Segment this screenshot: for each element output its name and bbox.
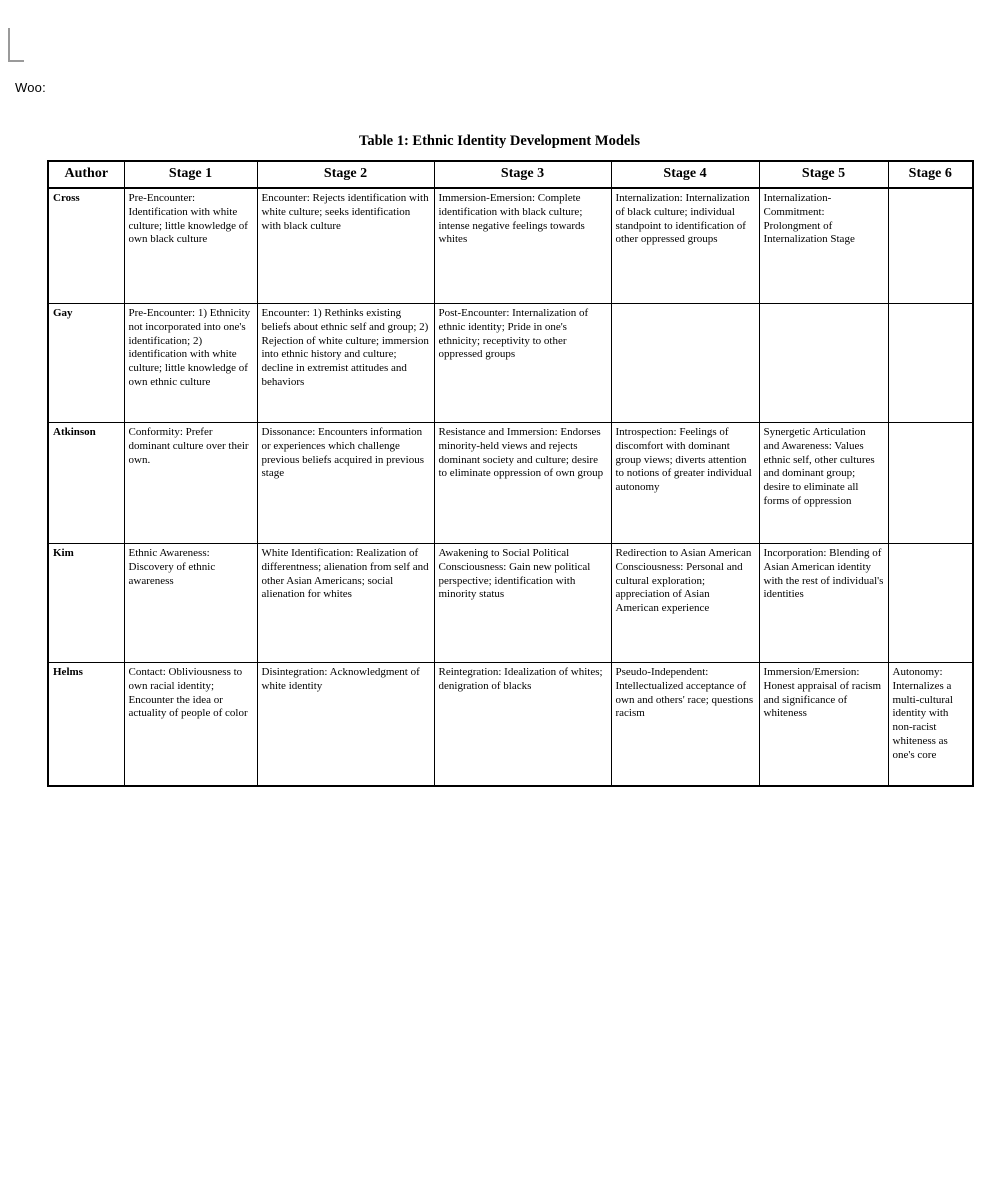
cell-stage-5: Incorporation: Blending of Asian American identity with the rest of individual's identities <box>759 544 888 663</box>
cell-stage-3: Reintegration: Idealization of whites; denigration of blacks <box>434 663 611 787</box>
cell-stage-6: Autonomy: Internalizes a multi-cultural identity with non-racist whiteness as one's core <box>888 663 973 787</box>
cell-stage-4: Pseudo-Independent: Intellectualized acceptance of own and others' race; questions racism <box>611 663 759 787</box>
cell-stage-2: Disintegration: Acknowledgment of white identity <box>257 663 434 787</box>
cell-stage-4: Internalization: Internalization of black culture; individual standpoint to identification of other oppressed groups <box>611 188 759 304</box>
cell-stage-2: Encounter: 1) Rethinks existing beliefs about ethnic self and group; 2) Rejection of white culture; immersion into ethnic history and culture; decline in extremist attitudes and behaviors <box>257 304 434 423</box>
cell-stage-6 <box>888 423 973 544</box>
cell-stage-3: Immersion-Emersion: Complete identification with black culture; intense negative feelings towards whites <box>434 188 611 304</box>
cell-author: Kim <box>48 544 124 663</box>
cell-stage-1: Conformity: Prefer dominant culture over their own. <box>124 423 257 544</box>
table-row <box>48 188 973 304</box>
table-row <box>48 663 973 787</box>
column-header-stage-1: Stage 1 <box>124 161 257 188</box>
cell-stage-1: Pre-Encounter: 1) Ethnicity not incorporated into one's identification; 2) identification with white culture; little knowledge of own ethnic culture <box>124 304 257 423</box>
ethnic-identity-models-table <box>47 160 974 787</box>
cell-stage-4: Introspection: Feelings of discomfort with dominant group views; diverts attention to notions of greater individual autonomy <box>611 423 759 544</box>
cell-stage-4: Redirection to Asian American Consciousness: Personal and cultural exploration; appreciation of Asian American experience <box>611 544 759 663</box>
column-header-stage-6: Stage 6 <box>888 161 973 188</box>
table-title: Table 1: Ethnic Identity Development Models <box>358 133 640 149</box>
cell-stage-5: Internalization-Commitment: Prolongment of Internalization Stage <box>759 188 888 304</box>
column-header-stage-3: Stage 3 <box>434 161 611 188</box>
cell-author: Cross <box>48 188 124 304</box>
cell-stage-2: Encounter: Rejects identification with white culture; seeks identification with black culture <box>257 188 434 304</box>
cell-stage-5: Synergetic Articulation and Awareness: Values ethnic self, other cultures and dominant group; desire to eliminate all forms of oppression <box>759 423 888 544</box>
table-header-row <box>48 161 973 188</box>
table-row <box>48 423 973 544</box>
cell-stage-3: Post-Encounter: Internalization of ethnic identity; Pride in one's ethnicity; receptivity to other oppressed groups <box>434 304 611 423</box>
column-header-stage-5: Stage 5 <box>759 161 888 188</box>
cell-stage-1: Pre-Encounter: Identification with white culture; little knowledge of own black culture <box>124 188 257 304</box>
cell-author: Gay <box>48 304 124 423</box>
cell-stage-1: Contact: Obliviousness to own racial identity; Encounter the idea or actuality of people of color <box>124 663 257 787</box>
cell-stage-2: White Identification: Realization of differentness; alienation from self and other Asian Americans; social alienation for whites <box>257 544 434 663</box>
cell-stage-6 <box>888 304 973 423</box>
cell-stage-5: Immersion/Emersion: Honest appraisal of racism and significance of whiteness <box>759 663 888 787</box>
column-header-stage-2: Stage 2 <box>257 161 434 188</box>
cell-stage-1: Ethnic Awareness: Discovery of ethnic awareness <box>124 544 257 663</box>
cell-stage-6 <box>888 188 973 304</box>
cell-stage-3: Awakening to Social Political Consciousness: Gain new political perspective; identification with minority status <box>434 544 611 663</box>
column-header-stage-4: Stage 4 <box>611 161 759 188</box>
crop-corner-mark <box>8 28 24 62</box>
cell-stage-5 <box>759 304 888 423</box>
cell-author: Helms <box>48 663 124 787</box>
note-text: Woo: <box>15 80 46 95</box>
table-row <box>48 544 973 663</box>
cell-stage-6 <box>888 544 973 663</box>
cell-author: Atkinson <box>48 423 124 544</box>
table-row <box>48 304 973 423</box>
cell-stage-2: Dissonance: Encounters information or experiences which challenge previous beliefs acquired in previous stage <box>257 423 434 544</box>
column-header-author: Author <box>48 161 124 188</box>
cell-stage-3: Resistance and Immersion: Endorses minority-held views and rejects dominant society and culture; desire to eliminate oppression of own group <box>434 423 611 544</box>
cell-stage-4 <box>611 304 759 423</box>
